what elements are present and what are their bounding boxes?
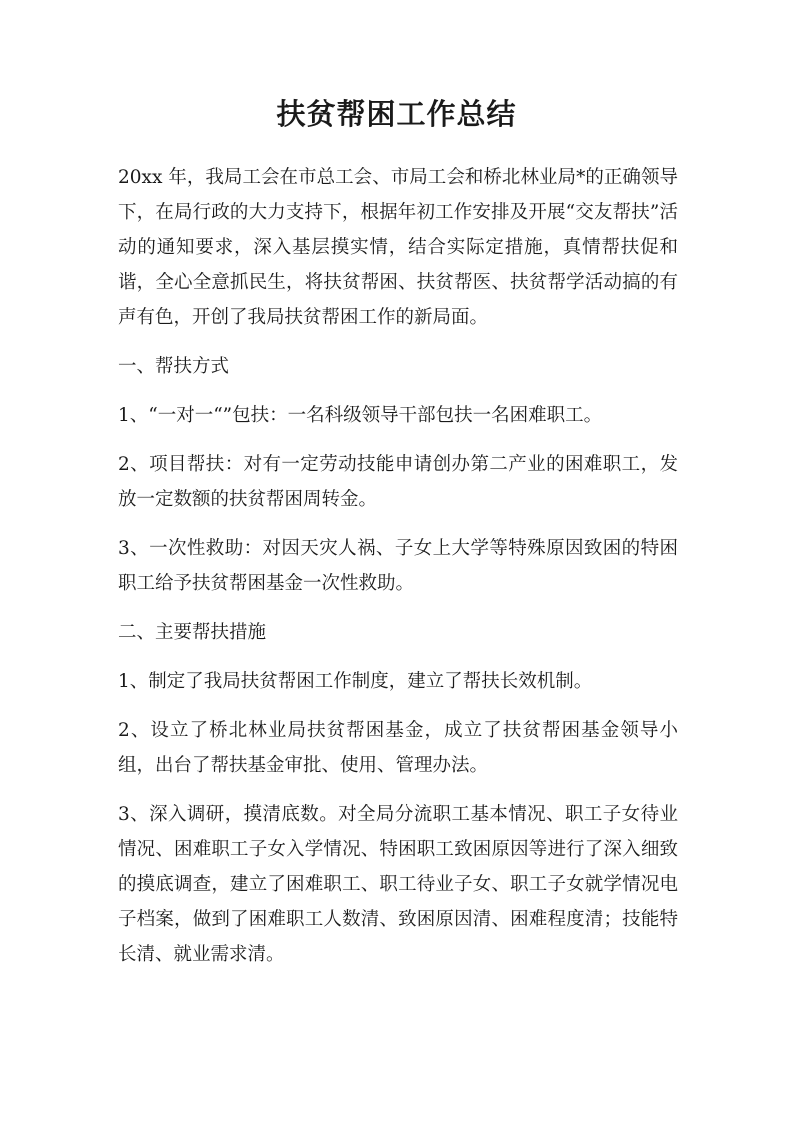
list-item-system: 1、制定了我局扶贫帮困工作制度，建立了帮扶长效机制。 — [118, 671, 593, 692]
section-heading-main-measures: 二、主要帮扶措施 — [118, 622, 267, 643]
section-heading-help-methods: 一、帮扶方式 — [118, 356, 230, 377]
document-body — [118, 160, 678, 986]
document-title: 扶贫帮困工作总结 — [276, 97, 517, 131]
list-item-project-help: 2、项目帮扶：对有一定劳动技能申请创办第二产业的困难职工，发放一定数额的扶贫帮困周转金。 — [118, 454, 678, 510]
list-item-one-time-relief: 3、一次性救助：对因天灾人祸、子女上大学等特殊原因致困的特困职工给予扶贫帮困基金一次性救助。 — [118, 538, 678, 594]
list-item-fund: 2、设立了桥北林业局扶贫帮困基金，成立了扶贫帮困基金领导小组，出台了帮扶基金审批、使用、管理办法。 — [118, 720, 678, 776]
list-item-one-on-one: 1、“一对一“”包扶：一名科级领导干部包扶一名困难职工。 — [118, 405, 603, 426]
intro-paragraph: 20xx 年，我局工会在市总工会、市局工会和桥北林业局*的正确领导下，在局行政的大力支持下，根据年初工作安排及开展“交友帮扶”活动的通知要求，深入基层摸实情，结合实际定措施，真情帮扶促和谐，全心全意抓民生，将扶贫帮困、扶贫帮医、扶贫帮学活动搞的有声有色，开创了我局扶贫帮困工作的新局面。 — [118, 167, 678, 328]
list-item-research: 3、深入调研，摸清底数。对全局分流职工基本情况、职工子女待业情况、困难职工子女入学情况、特困职工致困原因等进行了深入细致的摸底调查，建立了困难职工、职工待业子女、职工子女就学情况电子档案，做到了困难职工人数清、致困原因清、困难程度清；技能特长清、就业需求清。 — [118, 804, 678, 965]
